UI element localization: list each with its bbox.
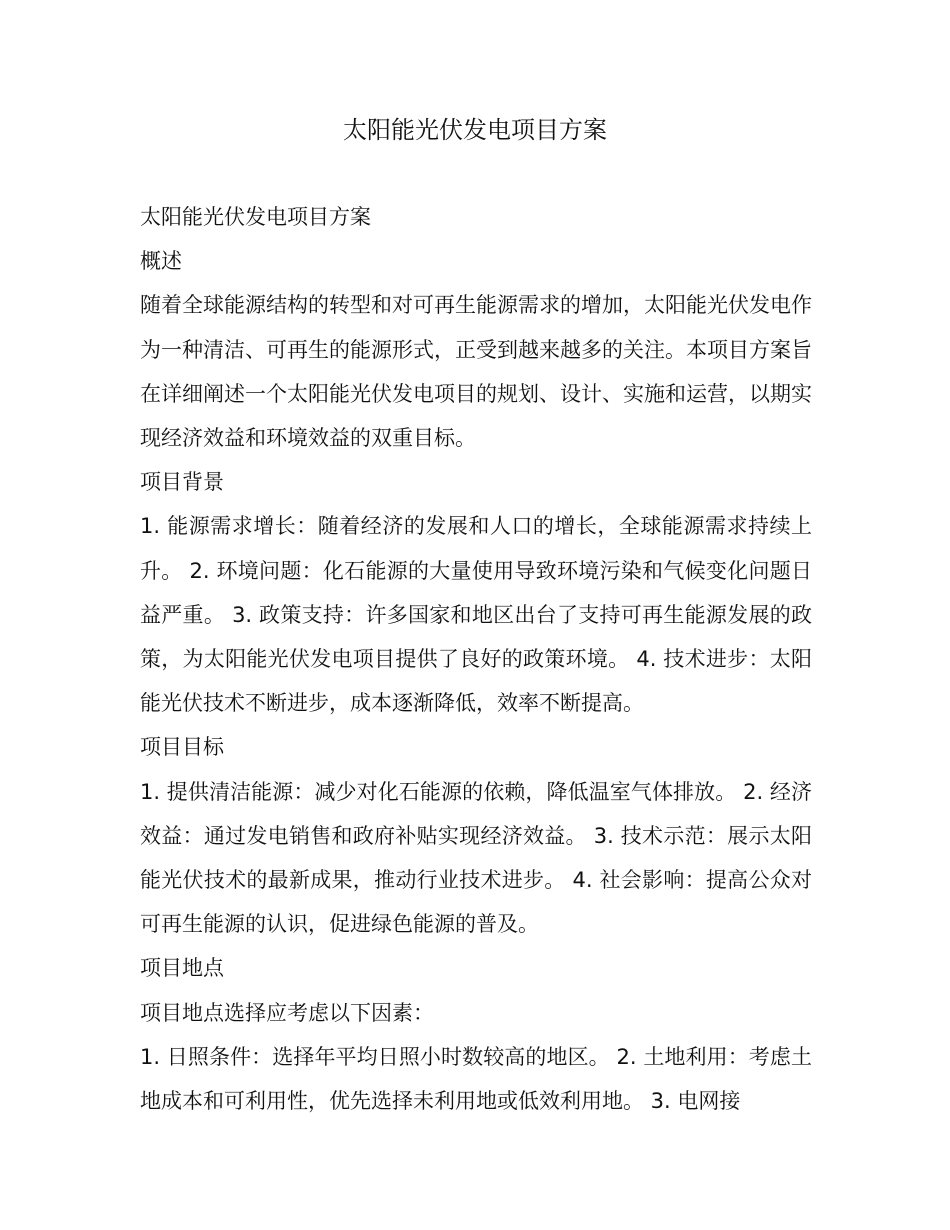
section-heading-repeat-title: 太阳能光伏发电项目方案	[140, 205, 371, 229]
location-intro: 项目地点选择应考虑以下因素：	[140, 1000, 434, 1025]
section-heading-background: 项目背景	[140, 470, 224, 495]
document-title: 太阳能光伏发电项目方案	[343, 116, 607, 144]
paragraph-goals: 1. 提供清洁能源：减少对化石能源的依赖，降低温室气体排放。 2. 经济效益：通过发电销售和政府补贴实现经济效益。 3. 技术示范：展示太阳能光伏技术的最新成果，推动行业技术进步。 4. 社会影响：提高公众对可再生能源的认识，促进绿色能源的普及。	[140, 779, 812, 937]
paragraph-background: 1. 能源需求增长：随着经济的发展和人口的增长，全球能源需求持续上升。 2. 环境问题：化石能源的大量使用导致环境污染和气候变化问题日益严重。 3. 政策支持：许多国家和地区出台了支持可再生能源发展的政策，为太阳能光伏发电项目提供了良好的政策环境。 4. 技术进步：太阳能光伏技术不断进步，成本逐渐降低，效率不断提高。	[140, 514, 812, 716]
section-heading-location: 项目地点	[140, 956, 224, 981]
section-heading-overview: 概述	[140, 249, 182, 274]
paragraph-location-factors: 1. 日照条件：选择年平均日照小时数较高的地区。 2. 土地利用：考虑土地成本和可利用性，优先选择未利用地或低效利用地。 3. 电网接	[140, 1044, 812, 1114]
paragraph-overview: 随着全球能源结构的转型和对可再生能源需求的增加，太阳能光伏发电作为一种清洁、可再生的能源形式，正受到越来越多的关注。本项目方案旨在详细阐述一个太阳能光伏发电项目的规划、设计、实施和运营，以期实现经济效益和环境效益的双重目标。	[140, 293, 812, 451]
section-heading-goals: 项目目标	[140, 735, 224, 760]
document-body	[140, 195, 812, 1123]
